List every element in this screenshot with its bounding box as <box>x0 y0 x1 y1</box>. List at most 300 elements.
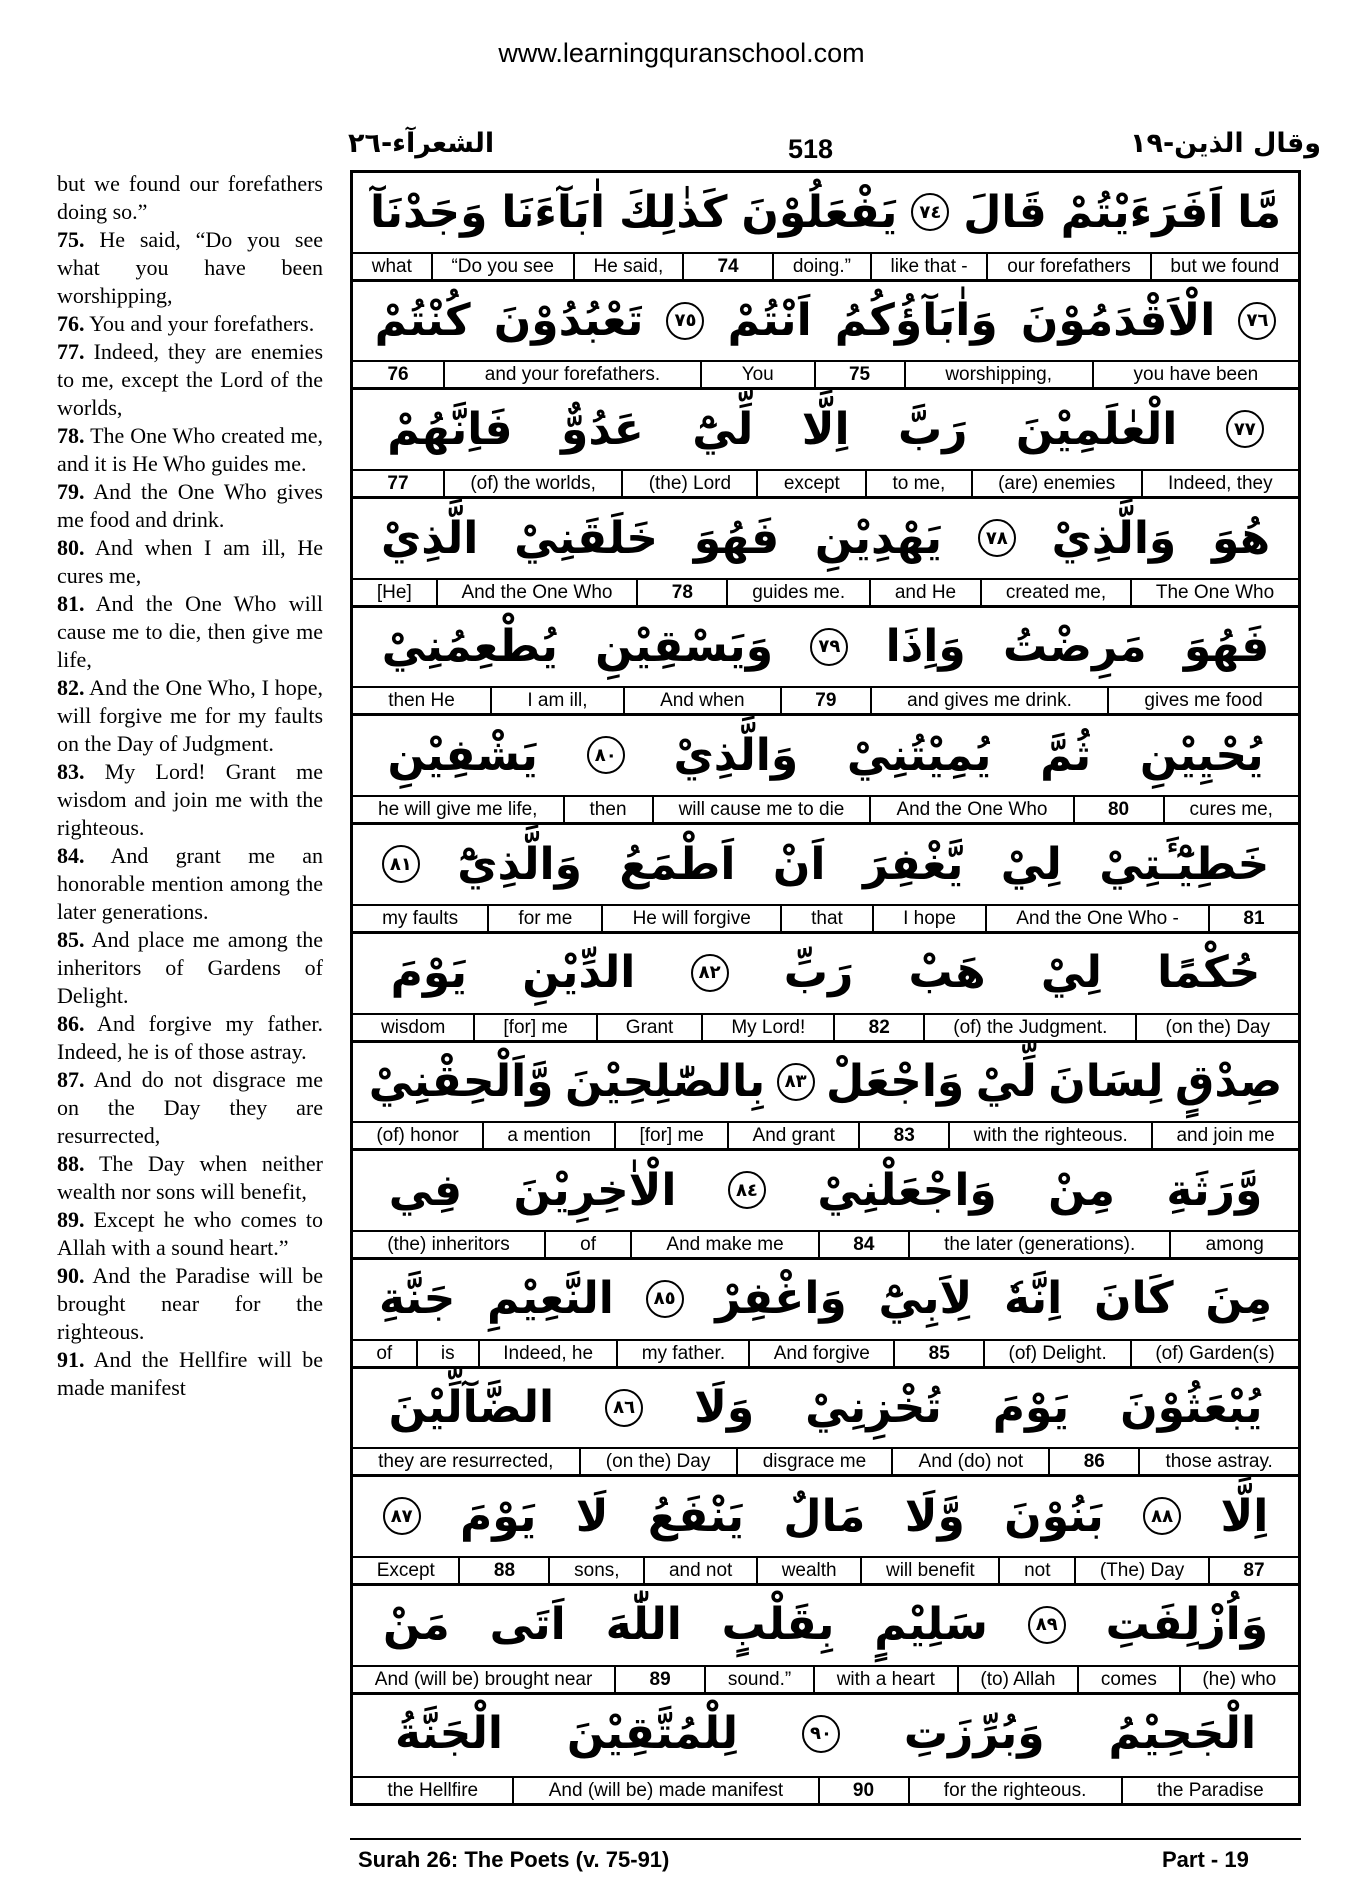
english-word: (of) Delight. <box>983 1339 1130 1366</box>
arabic-word: وَلَا <box>694 1382 755 1434</box>
arabic-word: لِيْ <box>1000 838 1062 890</box>
english-word: and your forefathers. <box>443 360 700 387</box>
english-word: of <box>544 1230 630 1257</box>
arabic-word: يُطْعِمُنِيْ <box>381 621 558 673</box>
english-word: my father. <box>616 1339 748 1366</box>
english-word: he will give me life, <box>353 795 563 822</box>
english-line <box>353 1339 1298 1366</box>
english-word: then <box>563 795 652 822</box>
verse-text: Except he who comes to Allah with a sound heart.” <box>57 1207 323 1260</box>
arabic-word: اَنْ <box>772 838 826 890</box>
translation-verse <box>57 590 323 674</box>
arabic-word: الدِّيْنِ <box>522 947 636 999</box>
arabic-word: لِّيْ <box>975 1056 1037 1107</box>
english-line <box>353 1230 1298 1257</box>
arabic-word: اِنَّهٗ <box>1003 1273 1063 1325</box>
arabic-word: فَهُوَ <box>693 512 780 564</box>
verse-text: The One Who created me, and it is He Who guides me. <box>57 423 323 476</box>
english-word: those astray. <box>1138 1447 1298 1474</box>
verse-number-cell: 78 <box>636 578 726 605</box>
verse-row <box>353 173 1298 282</box>
english-word: Grant <box>596 1013 702 1040</box>
english-word: And when <box>623 686 780 713</box>
arabic-word: مَنْ <box>382 1599 450 1651</box>
arabic-line <box>353 1260 1298 1338</box>
english-word: but we found <box>1150 252 1298 279</box>
ayah-marker: ٧٨ <box>978 519 1016 557</box>
arabic-word: وَّرَثَةِ <box>1166 1164 1263 1216</box>
english-word: Indeed, they <box>1141 469 1298 496</box>
english-word: sons, <box>548 1556 643 1583</box>
ayah-marker: ٨٢ <box>691 954 729 992</box>
arabic-line <box>353 825 1298 903</box>
english-word: And (will be) brought near <box>353 1665 614 1692</box>
verse-text: And do not disgrace me on the Day they are resurrected, <box>57 1067 323 1148</box>
english-line <box>353 904 1298 931</box>
arabic-word: اِلَّا <box>801 403 850 455</box>
arabic-word: تُخْزِنِيْ <box>805 1382 942 1434</box>
arabic-word: يَوْمَ <box>460 1490 537 1542</box>
arabic-line <box>353 1477 1298 1555</box>
verse-text: And grant me an honorable mention among the later generations. <box>57 843 323 924</box>
ayah-marker: ٧٥ <box>666 302 704 340</box>
arabic-word: لِلْمُتَّقِيْنَ <box>566 1708 739 1760</box>
translation-verse <box>57 758 323 842</box>
english-word: except <box>756 469 865 496</box>
arabic-word: عَدُوٌّ <box>561 403 644 455</box>
english-word: then He <box>353 686 490 713</box>
english-word: what <box>353 252 431 279</box>
verse-number-cell: 84 <box>818 1230 908 1257</box>
arabic-word: الْاَقْدَمُوْنَ <box>1020 295 1216 347</box>
verse-row <box>353 390 1298 499</box>
english-line <box>353 686 1298 713</box>
ayah-marker: ٧٤ <box>911 193 949 231</box>
part-name-arabic: وقال الذين-١٩ <box>1130 128 1322 159</box>
ayah-marker: ٨٣ <box>777 1063 815 1101</box>
verse-number-cell: 82 <box>833 1013 923 1040</box>
english-word: He will forgive <box>601 904 780 931</box>
verse-text: Indeed, they are enemies to me, except the Lord of the worlds, <box>57 339 324 420</box>
arabic-word: مَرِضْتُ <box>1002 621 1147 673</box>
verse-number: 77. <box>57 339 85 364</box>
english-word: You <box>700 360 814 387</box>
english-line <box>353 469 1298 496</box>
translation-verse <box>57 1066 323 1150</box>
english-word: gives me food <box>1107 686 1298 713</box>
english-line <box>353 1013 1298 1040</box>
english-word: the Paradise <box>1121 1776 1298 1803</box>
verse-row <box>353 1043 1298 1152</box>
english-word: the Hellfire <box>353 1776 512 1803</box>
english-word: for the righteous. <box>908 1776 1121 1803</box>
arabic-line <box>353 282 1298 360</box>
verse-row <box>353 934 1298 1043</box>
arabic-word: هُوَ <box>1212 512 1271 564</box>
english-word: And (will be) made manifest <box>512 1776 817 1803</box>
ayah-marker: ٨١ <box>382 845 420 883</box>
english-word: and join me <box>1151 1121 1298 1148</box>
english-word: our forefathers <box>986 252 1149 279</box>
arabic-word: وَاٰبَآؤُكُمُ <box>834 295 998 347</box>
arabic-word: فِي <box>388 1164 463 1216</box>
arabic-word: النَّعِيْمِ <box>487 1273 614 1325</box>
english-word: And make me <box>630 1230 818 1257</box>
english-word: (on the) Day <box>1135 1013 1298 1040</box>
verse-number: 89. <box>57 1207 85 1232</box>
arabic-word: مِنَ <box>1205 1273 1273 1325</box>
verse-number: 78. <box>57 423 85 448</box>
english-word: worshipping, <box>904 360 1092 387</box>
verse-text: My Lord! Grant me wisdom and join me with the righteous. <box>57 759 323 840</box>
arabic-word: كُنْتُمْ <box>374 295 471 347</box>
ayah-marker: ٨٩ <box>1028 1606 1066 1644</box>
arabic-word: بَنُوْنَ <box>1004 1490 1104 1542</box>
arabic-word: فَهُوَ <box>1183 621 1270 673</box>
arabic-word: كَذٰلِكَ <box>618 186 728 238</box>
english-line <box>353 1665 1298 1692</box>
english-word: (are) enemies <box>971 469 1141 496</box>
english-word: [for] me <box>473 1013 595 1040</box>
ayah-marker: ٩٠ <box>802 1715 840 1753</box>
english-word: (the) Lord <box>621 469 756 496</box>
translation-verse <box>57 422 323 478</box>
english-word: And the One Who <box>436 578 637 605</box>
english-word: and gives me drink. <box>870 686 1107 713</box>
arabic-word: وَاغْفِرْ <box>715 1273 847 1325</box>
arabic-word: الْاٰخِرِيْنَ <box>513 1164 677 1216</box>
verse-row <box>353 1477 1298 1586</box>
verse-text: The Day when neither wealth nor sons will benefit, <box>57 1151 323 1204</box>
english-word: (of) honor <box>353 1121 482 1148</box>
verse-number: 91. <box>57 1347 85 1372</box>
english-word: (of) the Judgment. <box>923 1013 1135 1040</box>
verse-number: 84. <box>57 843 85 868</box>
arabic-word: يُحْيِيْنِ <box>1139 729 1264 781</box>
arabic-word: اِلَّا <box>1220 1490 1269 1542</box>
verse-number: 79. <box>57 479 85 504</box>
word-by-word-grid <box>350 170 1301 1806</box>
verse-number: 83. <box>57 759 85 784</box>
arabic-word: مِنْ <box>1048 1164 1115 1216</box>
arabic-word: هَبْ <box>908 947 986 999</box>
english-word: to me, <box>865 469 971 496</box>
english-word: (he) who <box>1179 1665 1298 1692</box>
verse-row <box>353 1151 1298 1260</box>
ayah-marker: ٧٧ <box>1226 410 1264 448</box>
english-word: like that - <box>870 252 987 279</box>
english-word: (of) Garden(s) <box>1130 1339 1298 1366</box>
arabic-word: يَهْدِيْنِ <box>814 512 943 564</box>
arabic-word: اَنْتُمْ <box>727 295 812 347</box>
verse-number: 85. <box>57 927 85 952</box>
translation-column <box>57 170 323 1402</box>
english-word: will benefit <box>860 1556 998 1583</box>
verse-row <box>353 608 1298 717</box>
verse-number-cell: 80 <box>1073 795 1163 822</box>
arabic-word: وَاِذَا <box>885 621 966 673</box>
arabic-word: وَالَّذِيْ <box>673 729 799 781</box>
translation-verse <box>57 170 323 226</box>
verse-row <box>353 1369 1298 1478</box>
translation-verse <box>57 842 323 926</box>
translation-verse <box>57 1262 323 1346</box>
arabic-line <box>353 499 1298 577</box>
english-word: among <box>1169 1230 1298 1257</box>
verse-number-cell: 83 <box>858 1121 948 1148</box>
english-word: my faults <box>353 904 487 931</box>
arabic-word: خَلَقَنِيْ <box>514 512 658 564</box>
verse-row <box>353 1586 1298 1695</box>
arabic-line <box>353 1369 1298 1447</box>
arabic-word: حُكْمًا <box>1157 947 1261 999</box>
english-line <box>353 360 1298 387</box>
verse-number-cell: 88 <box>458 1556 548 1583</box>
ayah-marker: ٨٠ <box>587 736 625 774</box>
english-word: guides me. <box>726 578 869 605</box>
english-line <box>353 1556 1298 1583</box>
english-word: that <box>780 904 872 931</box>
english-word: they are resurrected, <box>353 1447 579 1474</box>
english-word: disgrace me <box>736 1447 892 1474</box>
english-word: (of) the worlds, <box>443 469 621 496</box>
arabic-word: مَالٌ <box>783 1490 866 1542</box>
ayah-marker: ٧٦ <box>1238 302 1276 340</box>
verse-number-cell: 81 <box>1208 904 1298 931</box>
verse-text: And the One Who gives me food and drink. <box>57 479 323 532</box>
page-number: 518 <box>788 134 834 164</box>
arabic-word: مَّا <box>1237 186 1282 238</box>
ayah-marker: ٨٨ <box>1143 1497 1181 1535</box>
english-word: (the) inheritors <box>353 1230 544 1257</box>
translation-verse <box>57 1346 323 1402</box>
arabic-line <box>353 173 1298 251</box>
arabic-line <box>353 1695 1298 1773</box>
arabic-word: بِقَلْبٍ <box>721 1599 835 1651</box>
english-word: And forgive <box>748 1339 893 1366</box>
arabic-word: يُبْعَثُوْنَ <box>1120 1382 1263 1434</box>
arabic-word: اَطْمَعُ <box>619 838 736 890</box>
arabic-word: صِدْقٍ <box>1175 1056 1283 1107</box>
arabic-line <box>353 1151 1298 1229</box>
verse-number-cell: 77 <box>353 469 443 496</box>
translation-verse <box>57 338 323 422</box>
translation-verse <box>57 1150 323 1206</box>
translation-verse <box>57 310 323 338</box>
arabic-word: اَتَى <box>489 1599 566 1651</box>
english-word: cures me, <box>1163 795 1298 822</box>
english-word: for me <box>487 904 601 931</box>
arabic-word: وَبُرِّزَتِ <box>903 1708 1045 1760</box>
arabic-word: رَبِّ <box>783 947 854 999</box>
arabic-word: سَلِيْمٍ <box>874 1599 988 1651</box>
verse-row <box>353 499 1298 608</box>
verse-text: but we found our forefathers doing so.” <box>57 171 323 224</box>
english-word: And the One Who - <box>985 904 1208 931</box>
translation-verse <box>57 1010 323 1066</box>
english-word: a mention <box>482 1121 614 1148</box>
verse-row <box>353 282 1298 391</box>
verse-text: And the Paradise will be brought near for the righteous. <box>57 1263 323 1344</box>
arabic-line <box>353 390 1298 468</box>
footer-surah: Surah 26: The Poets (v. 75-91) <box>358 1847 670 1872</box>
arabic-word: لِّيْٓ <box>692 403 754 455</box>
english-word: and not <box>643 1556 756 1583</box>
english-word: Indeed, he <box>478 1339 616 1366</box>
translation-verse <box>57 1206 323 1262</box>
arabic-word: وَّلَا <box>904 1490 965 1542</box>
arabic-word: خَطِيْٓـَٔتِيْ <box>1099 838 1270 890</box>
english-word: not <box>998 1556 1074 1583</box>
english-line <box>353 252 1298 279</box>
verse-number: 87. <box>57 1067 85 1092</box>
english-word: Except <box>353 1556 458 1583</box>
arabic-word: لَا <box>575 1490 609 1542</box>
verse-number: 88. <box>57 1151 85 1176</box>
arabic-line <box>353 934 1298 1012</box>
arabic-word: الَّذِيْ <box>380 512 479 564</box>
arabic-word: يَوْمَ <box>390 947 468 999</box>
verse-text: And place me among the inheritors of Gardens of Delight. <box>57 927 323 1008</box>
ayah-marker: ٨٤ <box>728 1171 766 1209</box>
english-word: I hope <box>872 904 985 931</box>
verse-number-cell: 87 <box>1208 1556 1298 1583</box>
arabic-word: وَاجْعَلْنِيْ <box>817 1164 997 1216</box>
footer-part: Part - 19 <box>1162 1847 1249 1872</box>
verse-number: 80. <box>57 535 85 560</box>
arabic-word: يَفْعَلُوْنَ <box>741 186 898 238</box>
ayah-marker: ٧٩ <box>810 628 848 666</box>
translation-verse <box>57 478 323 534</box>
arabic-word: وَالَّذِيْ <box>1051 512 1177 564</box>
arabic-word: وَّاَلْحِقْنِيْ <box>368 1056 554 1107</box>
ayah-marker: ٨٥ <box>646 1280 684 1318</box>
verse-text: And the One Who, I hope, will forgive me for my faults on the Day of Judgment. <box>57 675 323 756</box>
english-word: (to) Allah <box>957 1665 1077 1692</box>
english-word: sound.” <box>704 1665 813 1692</box>
arabic-word: رَبَّ <box>897 403 968 455</box>
english-line <box>353 578 1298 605</box>
english-word: wealth <box>756 1556 860 1583</box>
arabic-word: الْعٰلَمِيْنَ <box>1015 403 1178 455</box>
english-word: with a heart <box>813 1665 957 1692</box>
english-word: is <box>416 1339 478 1366</box>
arabic-word: بِالصّٰلِحِيْنَ <box>564 1056 766 1107</box>
arabic-line <box>353 716 1298 794</box>
verse-number: 81. <box>57 591 85 616</box>
english-word: I am ill, <box>490 686 623 713</box>
english-word: will cause me to die <box>652 795 870 822</box>
translation-verse <box>57 534 323 590</box>
english-word: (The) Day <box>1074 1556 1208 1583</box>
arabic-word: وَجَدْنَآ <box>369 186 488 238</box>
verse-text: And when I am ill, He cures me, <box>57 535 323 588</box>
english-word: with the righteous. <box>948 1121 1151 1148</box>
arabic-word: الضَّآلِّيْنَ <box>388 1382 555 1434</box>
website-url: www.learningquranschool.com <box>498 38 865 68</box>
verse-number-cell: 90 <box>818 1776 908 1803</box>
english-word: And the One Who <box>869 795 1072 822</box>
verse-row <box>353 1695 1298 1804</box>
translation-verse <box>57 674 323 758</box>
arabic-word: تَعْبُدُوْنَ <box>493 295 644 347</box>
verse-number-cell: 76 <box>353 360 443 387</box>
verse-number-cell: 79 <box>780 686 870 713</box>
arabic-word: فَاِنَّهُمْ <box>387 403 513 455</box>
arabic-word: جَنَّةِ <box>378 1273 456 1325</box>
verse-number: 76. <box>57 311 85 336</box>
surah-name-arabic: الشعرآء-٢٦ <box>348 128 495 159</box>
english-word: wisdom <box>353 1013 473 1040</box>
verse-number: 82. <box>57 675 85 700</box>
verse-number-cell: 85 <box>893 1339 983 1366</box>
english-line <box>353 1447 1298 1474</box>
arabic-word: الْجَحِيْمُ <box>1108 1708 1257 1760</box>
arabic-word: وَيَسْقِيْنِ <box>595 621 774 673</box>
arabic-word: اللّٰهَ <box>605 1599 682 1651</box>
english-word: And grant <box>727 1121 858 1148</box>
english-line <box>353 795 1298 822</box>
arabic-line <box>353 1586 1298 1664</box>
english-word: created me, <box>980 578 1130 605</box>
english-word: (on the) Day <box>579 1447 736 1474</box>
english-word: of <box>353 1339 416 1366</box>
verse-number-cell: 74 <box>682 252 772 279</box>
arabic-word: يَّغْفِرَ <box>862 838 964 890</box>
verse-row <box>353 825 1298 934</box>
english-line <box>353 1776 1298 1803</box>
english-word: and He <box>869 578 980 605</box>
arabic-word: يَشْفِيْنِ <box>387 729 538 781</box>
english-word: [for] me <box>614 1121 727 1148</box>
english-word: He said, <box>573 252 682 279</box>
translation-verse <box>57 926 323 1010</box>
verse-number-cell: 86 <box>1048 1447 1138 1474</box>
arabic-word: لِيْ <box>1040 947 1102 999</box>
verse-text: You and your forefathers. <box>89 311 315 336</box>
translation-verse <box>57 226 323 310</box>
arabic-word: يَوْمَ <box>992 1382 1070 1434</box>
arabic-word: وَالَّذِيْٓ <box>457 838 582 890</box>
verse-number-cell: 75 <box>814 360 904 387</box>
english-word: And (do) not <box>891 1447 1048 1474</box>
arabic-word: كَانَ <box>1093 1273 1174 1325</box>
arabic-word: يَنْفَعُ <box>647 1490 745 1542</box>
verse-number: 75. <box>57 227 85 252</box>
arabic-word: ثُمَّ <box>1040 729 1092 781</box>
arabic-line <box>353 1043 1298 1121</box>
english-word: comes <box>1077 1665 1178 1692</box>
arabic-word: لِاَبِيْٓ <box>878 1273 973 1325</box>
arabic-word: يُمِيْتُنِيْ <box>846 729 992 781</box>
verse-row <box>353 1260 1298 1369</box>
arabic-word: وَاجْعَلْ <box>826 1056 965 1107</box>
verse-number: 90. <box>57 1263 85 1288</box>
verse-text: And the One Who will cause me to die, then give me life, <box>57 591 323 672</box>
verse-text: And forgive my father. Indeed, he is of those astray. <box>57 1011 323 1064</box>
arabic-word: اَفَرَءَيْتُمْ <box>1060 186 1224 238</box>
verse-text: And the Hellfire will be made manifest <box>57 1347 323 1400</box>
arabic-line <box>353 608 1298 686</box>
arabic-word: وَاُزْلِفَتِ <box>1105 1599 1269 1651</box>
arabic-word: اٰبَآءَنَا <box>501 186 606 238</box>
ayah-marker: ٨٦ <box>605 1389 643 1427</box>
verse-number-cell: 89 <box>614 1665 704 1692</box>
english-word: the later (generations). <box>908 1230 1170 1257</box>
english-word: My Lord! <box>701 1013 833 1040</box>
footer-divider <box>350 1838 1301 1840</box>
english-word: The One Who <box>1130 578 1298 605</box>
